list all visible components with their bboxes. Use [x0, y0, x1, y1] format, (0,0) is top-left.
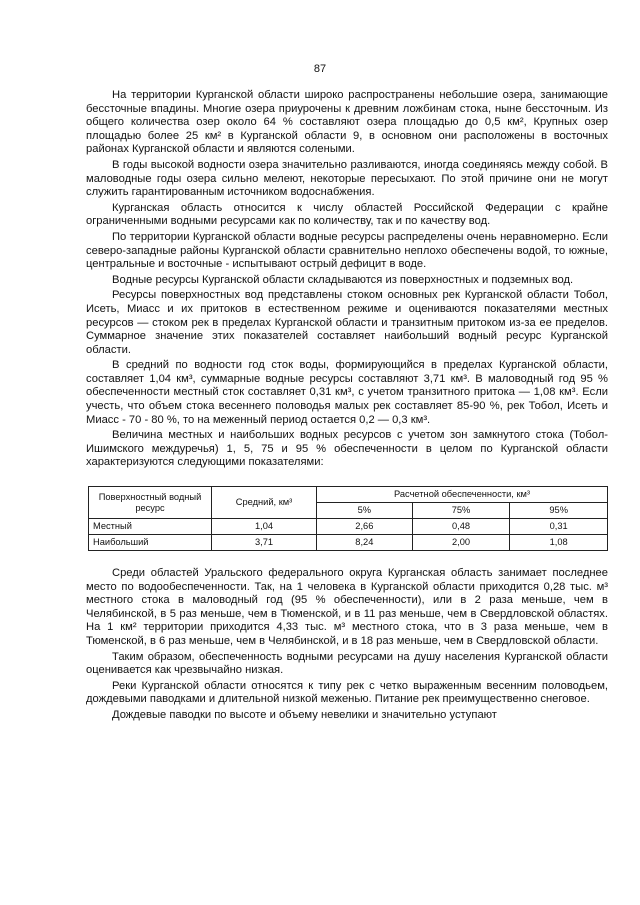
- cell-p75: 2,00: [412, 535, 510, 551]
- cell-mean: 1,04: [212, 519, 317, 535]
- paragraph-low-supply: Таким образом, обеспеченность водными ресурсами на душу населения Курганской области оценивается как чрезвычайно низкая.: [86, 650, 608, 677]
- cell-mean: 3,71: [212, 535, 317, 551]
- row-name: Местный: [89, 519, 212, 535]
- paragraph-runoff-volumes: В средний по водности год сток воды, формирующийся в пределах Курганской области, составляет 1,04 км³, суммарные водные ресурсы составляют 3,71 км³. В маловодный год 95 % обеспеченности местный сток составляет 0,31 км³, с учетом транзитного притока — 1,08 км³. Если учесть, что объем стока весеннего половодья малых рек составляет 85-90 %, рек Тобол, Исеть и Миасс - 70 - 80 %, то на меженный период остается 0,2 — 0,3 км³.: [86, 359, 608, 426]
- paragraph-high-water-years: В годы высокой водности озера значительно разливаются, иногда соединяясь между собой. В маловодные годы озера сильно мелеют, некоторые пересыхают. По этой причине они не могут служить гарантированным источником водоснабжения.: [86, 158, 608, 199]
- page-content: [86, 89, 608, 725]
- paragraph-ufd-comparison: Среди областей Уральского федерального округа Курганская область занимает последнее место по водообеспеченности. Так, на 1 человека в Курганской области приходится 0,28 тыс. м³ местного стока в маловодный год (95 % обеспеченности), или в 2 раза меньше, чем в Челябинской, в 5 раз меньше, чем в Тюменской, и в 11 раз меньше, чем в Свердловской областях. На 1 км² территории приходится 4,33 тыс. м³ местного стока, что в 3 раза меньше, чем в Тюменской, в 6 раз меньше, чем в Челябинской, и в 18 раз меньше, чем в Свердловской области.: [86, 567, 608, 647]
- paragraph-surface-waters: Ресурсы поверхностных вод представлены стоком основных рек Курганской области Тобол, Исеть, Миасс и их притоков в естественном режиме и оцениваются показателями местных ресурсов — стоком рек в пределах Курганской области и транзитным притоком из-за ее пределов. Суммарное значение этих показателей составляет наибольший водный ресурс Курганской области.: [86, 289, 608, 356]
- paragraph-rain-floods: Дождевые паводки по высоте и объему невелики и значительно уступают: [112, 708, 497, 721]
- cell-p95: 1,08: [510, 535, 608, 551]
- paragraph-table-intro: Величина местных и наибольших водных ресурсов с учетом зон замкнутого стока (Тобол-Ишимского междуречья) 1, 5, 75 и 95 % обеспеченности в целом по Курганской области характеризуются следующими показателями:: [86, 429, 608, 469]
- header-resource: Поверхностный водный ресурс: [89, 487, 212, 519]
- header-calc: Расчетной обеспеченности, км³: [317, 487, 608, 503]
- cell-p5: 8,24: [317, 535, 413, 551]
- header-mean: Средний, км³: [212, 487, 317, 519]
- paragraph-water-sources: Водные ресурсы Курганской области складываются из поверхностных и подземных вод.: [112, 273, 574, 286]
- row-name: Наибольший: [89, 535, 212, 551]
- paragraph-river-type: Реки Курганской области относятся к типу рек с четко выраженным весенним половодьем, дождевыми паводками и длительной низкой меженью. Питание рек преимущественно снеговое.: [86, 679, 608, 706]
- table-header-row: [89, 487, 608, 503]
- paragraph-lakes: На территории Курганской области широко распространены небольшие озера, занимающие бессточные впадины. Многие озера приурочены к древним ложбинам стока, ныне бессточным. Из общего количества озер около 64 % составляют озера площадью до 0,5 км², Крупных озер площадью более 25 км² в Курганской области 9, в основном они расположены в восточных районах Курганской области и являются солеными.: [86, 89, 608, 156]
- water-resources-table: [88, 486, 608, 551]
- cell-p95: 0,31: [510, 519, 608, 535]
- cell-p5: 2,66: [317, 519, 413, 535]
- header-pct-95: 95%: [510, 503, 608, 519]
- table-row: [89, 519, 608, 535]
- header-pct-5: 5%: [317, 503, 413, 519]
- paragraph-uneven-distribution: По территории Курганской области водные ресурсы распределены очень неравномерно. Если северо-западные районы Курганской области сравнительно неплохо обеспечены водой, то южные, центральные и восточные - испытывают острый дефицит в воде.: [86, 230, 608, 271]
- cell-p75: 0,48: [412, 519, 510, 535]
- paragraph-limited-resources: Курганская область относится к числу областей Российской Федерации с крайне ограниченными водными ресурсами как по количеству, так и по качеству вод.: [86, 201, 608, 228]
- header-pct-75: 75%: [412, 503, 510, 519]
- page-number: 87: [313, 63, 327, 75]
- table-row: [89, 535, 608, 551]
